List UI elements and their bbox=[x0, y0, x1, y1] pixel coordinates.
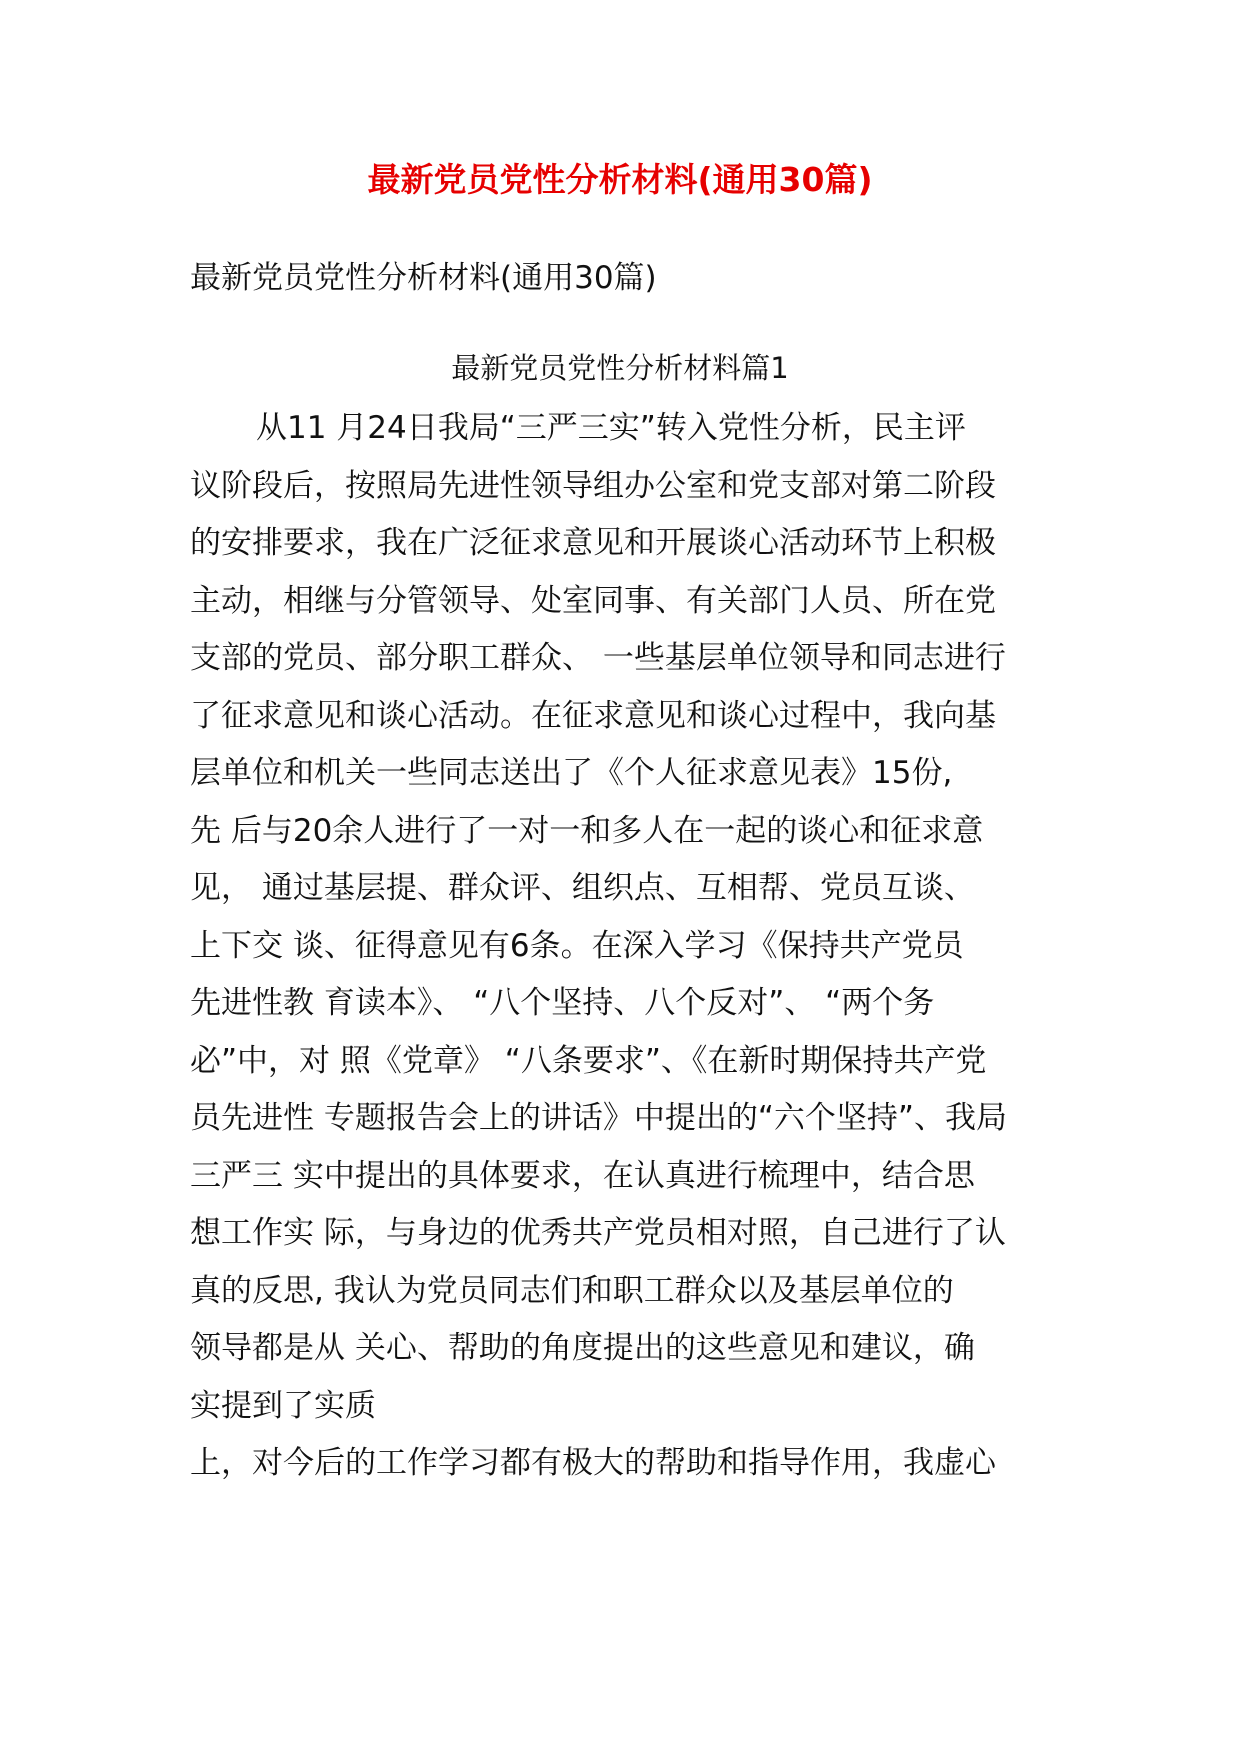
body-line: 从11 月24日我局“三严三实”转入党性分析，民主评 bbox=[256, 410, 966, 446]
body-line: 的安排要求，我在广泛征求意见和开展谈心活动环节上积极 bbox=[190, 525, 996, 561]
section-heading: 最新党员党性分析材料篇1 bbox=[451, 351, 789, 385]
body-line: 见， 通过基层提、群众评、组织点、互相帮、党员互谈、 bbox=[190, 870, 975, 906]
body-line: 议阶段后，按照局先进性领导组办公室和党支部对第二阶段 bbox=[190, 467, 996, 504]
body-line: 上下交 谈、征得意见有6条。在深入学习《保持共产党员 bbox=[190, 927, 964, 964]
body-line: 上，对今后的工作学习都有极大的帮助和指导作用，我虚心 bbox=[190, 1445, 996, 1481]
body-line: 先 后与20余人进行了一对一和多人在一起的谈心和征求意 bbox=[190, 812, 984, 849]
body-line: 支部的党员、部分职工群众、 一些基层单位领导和同志进行 bbox=[190, 640, 1006, 676]
body-line: 主动，相继与分管领导、处室同事、有关部门人员、所在党 bbox=[190, 582, 996, 619]
document-title: 最新党员党性分析材料(通用30篇) bbox=[367, 160, 873, 199]
body-line: 先进性教 育读本》、 “八个坚持、八个反对”、 “两个务 bbox=[190, 985, 935, 1021]
body-line: 三严三 实中提出的具体要求，在认真进行梳理中，结合思 bbox=[190, 1157, 975, 1194]
body-line: 想工作实 际，与身边的优秀共产党员相对照，自己进行了认 bbox=[190, 1215, 1006, 1251]
body-line: 必”中，对 照《党章》 “八条要求”、《在新时期保持共产党 bbox=[190, 1042, 987, 1079]
body-line: 领导都是从 关心、帮助的角度提出的这些意见和建议，确 bbox=[190, 1330, 975, 1366]
body-line: 实提到了实质 bbox=[190, 1387, 376, 1424]
body-line: 层单位和机关一些同志送出了《个人征求意见表》15份, bbox=[190, 755, 953, 791]
document-subtitle: 最新党员党性分析材料(通用30篇) bbox=[190, 260, 657, 296]
body-line: 员先进性 专题报告会上的讲话》中提出的“六个坚持”、我局 bbox=[190, 1100, 1007, 1136]
body-paragraph bbox=[190, 400, 1060, 1493]
body-line: 了征求意见和谈心活动。在征求意见和谈心过程中，我向基 bbox=[190, 697, 996, 734]
body-line: 真的反思, 我认为党员同志们和职工群众以及基层单位的 bbox=[190, 1272, 954, 1309]
